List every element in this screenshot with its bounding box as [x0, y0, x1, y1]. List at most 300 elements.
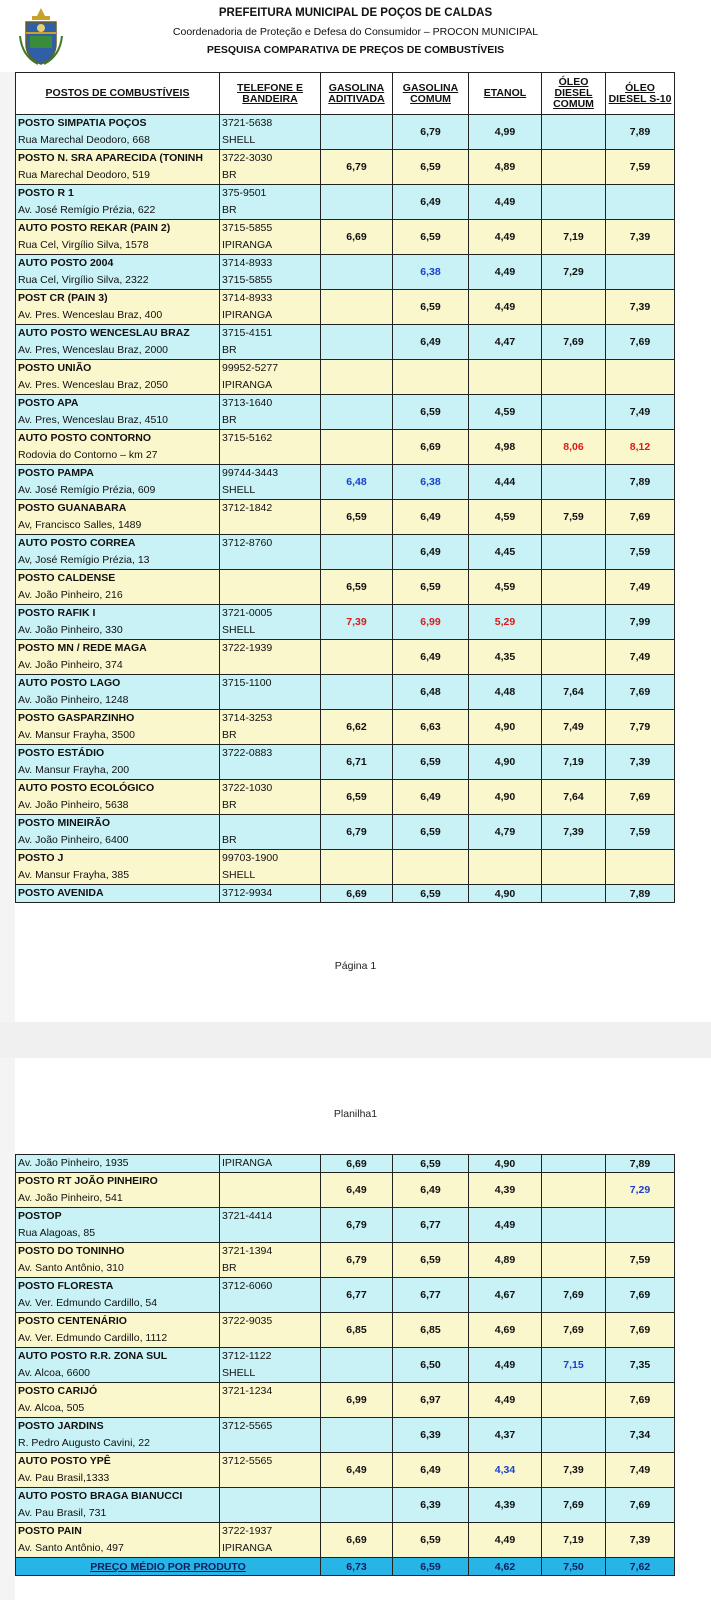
- price-cell-ga: [321, 395, 393, 430]
- price-cell-dc: [542, 885, 606, 903]
- station-name: POSTOP: [16, 1208, 220, 1226]
- average-etanol: 4,62: [469, 1558, 542, 1576]
- station-flag: BR: [220, 1260, 321, 1278]
- table-row: [16, 185, 675, 203]
- station-flag: [220, 1505, 321, 1523]
- price-cell-ga: 6,71: [321, 745, 393, 780]
- price-cell-ga: 6,79: [321, 1208, 393, 1243]
- price-cell-gc: 6,59: [393, 220, 469, 255]
- station-flag: SHELL: [220, 132, 321, 150]
- price-cell-et: 4,49: [469, 185, 542, 220]
- price-cell-gc: 6,59: [393, 570, 469, 605]
- station-flag: 3715-5855: [220, 272, 321, 290]
- price-cell-s10: 7,49: [606, 570, 675, 605]
- station-phone: 3713-1640: [220, 395, 321, 413]
- station-phone: 3712-8760: [220, 535, 321, 553]
- price-cell-dc: 7,69: [542, 1313, 606, 1348]
- price-cell-dc: 7,59: [542, 500, 606, 535]
- station-address: Av. João Pinheiro, 5638: [16, 797, 220, 815]
- table-row: [16, 815, 675, 833]
- station-flag: [220, 657, 321, 675]
- price-cell-et: 4,59: [469, 500, 542, 535]
- station-phone: 99952-5277: [220, 360, 321, 378]
- price-cell-et: [469, 360, 542, 395]
- price-cell-ga: 6,59: [321, 500, 393, 535]
- price-cell-s10: 7,69: [606, 500, 675, 535]
- station-name: POSTO N. SRA APARECIDA (TONINH: [16, 150, 220, 168]
- price-cell-et: 4,59: [469, 570, 542, 605]
- station-address: Av. Santo Antônio, 497: [16, 1540, 220, 1558]
- price-cell-et: 4,39: [469, 1488, 542, 1523]
- station-name: POSTO RAFIK I: [16, 605, 220, 623]
- document-header: [0, 0, 711, 72]
- station-name: POSTO PAMPA: [16, 465, 220, 483]
- station-address: Rua Alagoas, 85: [16, 1225, 220, 1243]
- table-row: [16, 430, 675, 448]
- station-address: Av. Alcoa, 6600: [16, 1365, 220, 1383]
- price-cell-s10: 7,39: [606, 1523, 675, 1558]
- station-flag: IPIRANGA: [220, 377, 321, 395]
- price-cell-et: 4,59: [469, 395, 542, 430]
- table-row: [16, 570, 675, 588]
- price-cell-s10: [606, 360, 675, 395]
- station-flag: [220, 552, 321, 570]
- station-name: POSTO PAIN: [16, 1523, 220, 1541]
- station-flag: BR: [220, 202, 321, 220]
- price-cell-s10: 7,89: [606, 465, 675, 500]
- price-cell-s10: 7,69: [606, 675, 675, 710]
- station-address: Av. Santo Antônio, 310: [16, 1260, 220, 1278]
- station-name: AUTO POSTO R.R. ZONA SUL: [16, 1348, 220, 1366]
- price-cell-ga: 6,79: [321, 815, 393, 850]
- table-row: [16, 500, 675, 518]
- station-phone: 3712-1842: [220, 500, 321, 518]
- station-address: Av. João Pinheiro, 541: [16, 1190, 220, 1208]
- station-name: POSTO SIMPATIA POÇOS: [16, 115, 220, 133]
- price-cell-ga: 6,59: [321, 570, 393, 605]
- price-cell-gc: 6,59: [393, 815, 469, 850]
- price-cell-et: 4,90: [469, 885, 542, 903]
- station-phone: 3722-9035: [220, 1313, 321, 1331]
- table-row: [16, 465, 675, 483]
- station-flag: SHELL: [220, 622, 321, 640]
- price-cell-gc: 6,50: [393, 1348, 469, 1383]
- price-cell-ga: [321, 535, 393, 570]
- price-cell-gc: 6,59: [393, 290, 469, 325]
- station-phone: 99703-1900: [220, 850, 321, 868]
- price-cell-ga: 6,99: [321, 1383, 393, 1418]
- station-phone: [220, 815, 321, 833]
- price-cell-ga: 7,39: [321, 605, 393, 640]
- price-cell-et: 4,90: [469, 1155, 542, 1173]
- table-row: [16, 1243, 675, 1261]
- price-cell-s10: 7,59: [606, 815, 675, 850]
- station-address: Rua Marechal Deodoro, 519: [16, 167, 220, 185]
- table-row: [16, 150, 675, 168]
- station-flag: [220, 587, 321, 605]
- station-phone: 3721-1234: [220, 1383, 321, 1401]
- price-cell-dc: [542, 1418, 606, 1453]
- station-name: POSTO RT JOÃO PINHEIRO: [16, 1173, 220, 1191]
- price-cell-et: 4,79: [469, 815, 542, 850]
- station-name: AUTO POSTO WENCESLAU BRAZ: [16, 325, 220, 343]
- price-cell-ga: 6,49: [321, 1453, 393, 1488]
- station-address: Av. Mansur Frayha, 200: [16, 762, 220, 780]
- price-cell-s10: 7,69: [606, 325, 675, 360]
- price-cell-dc: 7,69: [542, 1278, 606, 1313]
- price-cell-et: 4,90: [469, 710, 542, 745]
- table-row: [16, 1488, 675, 1506]
- station-phone: 3712-6060: [220, 1278, 321, 1296]
- price-cell-gc: [393, 360, 469, 395]
- average-diesel-comum: 7,50: [542, 1558, 606, 1576]
- price-cell-et: 4,49: [469, 1523, 542, 1558]
- station-flag: [220, 902, 321, 903]
- price-cell-dc: [542, 465, 606, 500]
- station-flag: [220, 1330, 321, 1348]
- price-cell-s10: 7,69: [606, 1278, 675, 1313]
- price-cell-gc: 6,85: [393, 1313, 469, 1348]
- price-cell-et: 4,90: [469, 745, 542, 780]
- price-cell-s10: 7,49: [606, 395, 675, 430]
- price-cell-ga: [321, 1348, 393, 1383]
- column-header-telefone: TELEFONE E BANDEIRA: [220, 73, 321, 115]
- price-cell-dc: [542, 185, 606, 220]
- table-row: [16, 1348, 675, 1366]
- station-phone: 3715-4151: [220, 325, 321, 343]
- station-phone: [220, 1488, 321, 1506]
- station-name: POSTO JARDINS: [16, 1418, 220, 1436]
- station-phone: 3722-0883: [220, 745, 321, 763]
- header-subtitle: Coordenadoria de Proteção e Defesa do Consumidor – PROCON MUNICIPAL: [172, 26, 539, 38]
- station-phone: 3714-3253: [220, 710, 321, 728]
- price-cell-dc: [542, 360, 606, 395]
- price-cell-dc: [542, 150, 606, 185]
- price-cell-gc: 6,99: [393, 605, 469, 640]
- station-flag: BR: [220, 167, 321, 185]
- price-cell-gc: 6,49: [393, 185, 469, 220]
- price-cell-dc: 7,19: [542, 220, 606, 255]
- price-cell-s10: 7,89: [606, 115, 675, 150]
- station-address: Av. Ver. Edmundo Cardillo, 1112: [16, 1330, 220, 1348]
- price-cell-gc: 6,69: [393, 430, 469, 465]
- price-cell-ga: [321, 675, 393, 710]
- price-cell-gc: 6,59: [393, 1155, 469, 1173]
- price-cell-ga: [321, 1418, 393, 1453]
- price-cell-gc: 6,49: [393, 1173, 469, 1208]
- price-cell-dc: 7,15: [542, 1348, 606, 1383]
- station-name: POSTO MN / REDE MAGA: [16, 640, 220, 658]
- station-address: Rodovia do Contorno – km 27: [16, 447, 220, 465]
- station-flag: [220, 517, 321, 535]
- station-flag: BR: [220, 797, 321, 815]
- price-cell-dc: [542, 605, 606, 640]
- price-cell-ga: [321, 325, 393, 360]
- price-cell-ga: [321, 255, 393, 290]
- price-cell-ga: 6,69: [321, 1155, 393, 1173]
- table-row: [16, 1453, 675, 1471]
- price-cell-et: 4,45: [469, 535, 542, 570]
- price-cell-dc: [542, 640, 606, 675]
- station-address: Av, José Remígio Prézia, 13: [16, 552, 220, 570]
- price-cell-et: 4,89: [469, 1243, 542, 1278]
- price-cell-et: 5,29: [469, 605, 542, 640]
- station-address: Av. José Remígio Prézia, 622: [16, 202, 220, 220]
- price-cell-s10: 7,99: [606, 605, 675, 640]
- page-separator: [0, 1022, 711, 1058]
- station-phone: 3722-1030: [220, 780, 321, 798]
- price-cell-gc: 6,59: [393, 395, 469, 430]
- price-cell-s10: 7,89: [606, 885, 675, 903]
- price-cell-gc: 6,97: [393, 1383, 469, 1418]
- station-address: Av. João Pinheiro, 1248: [16, 692, 220, 710]
- station-flag: SHELL: [220, 1365, 321, 1383]
- price-cell-ga: [321, 360, 393, 395]
- page-number-label: Página 1: [334, 960, 377, 972]
- price-cell-et: 4,34: [469, 1453, 542, 1488]
- price-cell-dc: 7,19: [542, 745, 606, 780]
- station-flag: [220, 1190, 321, 1208]
- column-header-diesel-comum: ÓLEO DIESEL COMUM: [542, 73, 606, 115]
- station-flag: BR: [220, 727, 321, 745]
- table-row: [16, 605, 675, 623]
- price-cell-et: 4,49: [469, 290, 542, 325]
- station-name: POSTO UNIÃO: [16, 360, 220, 378]
- price-cell-ga: [321, 115, 393, 150]
- price-cell-dc: 7,39: [542, 815, 606, 850]
- column-header-gasolina-comum: GASOLINA COMUM: [393, 73, 469, 115]
- station-phone: 3722-1939: [220, 640, 321, 658]
- price-cell-gc: 6,59: [393, 885, 469, 903]
- station-flag: [220, 447, 321, 465]
- station-name: POSTO CENTENÁRIO: [16, 1313, 220, 1331]
- station-flag: IPIRANGA: [220, 1540, 321, 1558]
- price-cell-ga: 6,69: [321, 1523, 393, 1558]
- station-phone: 3712-5565: [220, 1418, 321, 1436]
- price-cell-s10: 7,29: [606, 1173, 675, 1208]
- price-cell-et: 4,49: [469, 1383, 542, 1418]
- price-cell-et: 4,49: [469, 1348, 542, 1383]
- price-cell-s10: 7,79: [606, 710, 675, 745]
- station-address: Av. João Pinheiro, 1935: [16, 1155, 220, 1173]
- price-cell-et: 4,49: [469, 1208, 542, 1243]
- price-cell-et: 4,99: [469, 115, 542, 150]
- station-phone: 3712-9934: [220, 885, 321, 903]
- price-cell-gc: 6,59: [393, 150, 469, 185]
- table-row: [16, 255, 675, 273]
- table-row: [16, 290, 675, 308]
- station-name: POSTO DO TONINHO: [16, 1243, 220, 1261]
- price-cell-s10: 7,59: [606, 150, 675, 185]
- price-cell-et: 4,37: [469, 1418, 542, 1453]
- price-cell-s10: 7,69: [606, 1383, 675, 1418]
- price-cell-gc: 6,49: [393, 535, 469, 570]
- station-address: Rua Cel, Virgílio Silva, 1578: [16, 237, 220, 255]
- average-gasolina-aditivada: 6,73: [321, 1558, 393, 1576]
- station-flag: IPIRANGA: [220, 307, 321, 325]
- station-name: AUTO POSTO YPÊ: [16, 1453, 220, 1471]
- price-cell-dc: [542, 570, 606, 605]
- price-cell-s10: 7,39: [606, 745, 675, 780]
- station-name: POSTO FLORESTA: [16, 1278, 220, 1296]
- table-row: [16, 1313, 675, 1331]
- station-flag: IPIRANGA: [220, 237, 321, 255]
- price-cell-gc: 6,59: [393, 1243, 469, 1278]
- sheet-name-label: Planilha1: [333, 1108, 378, 1120]
- page1-table-clip: [15, 72, 711, 926]
- price-cell-ga: 6,77: [321, 1278, 393, 1313]
- station-name: AUTO POSTO REKAR (PAIN 2): [16, 220, 220, 238]
- price-cell-ga: 6,59: [321, 780, 393, 815]
- price-cell-et: 4,90: [469, 780, 542, 815]
- fuel-price-table-page1: [15, 72, 675, 903]
- station-address: Av. José Remígio Prézia, 609: [16, 482, 220, 500]
- station-flag: SHELL: [220, 867, 321, 885]
- station-flag: SHELL: [220, 482, 321, 500]
- average-gasolina-comum: 6,59: [393, 1558, 469, 1576]
- price-cell-s10: 7,59: [606, 535, 675, 570]
- price-cell-dc: [542, 1173, 606, 1208]
- station-name: AUTO POSTO BRAGA BIANUCCI: [16, 1488, 220, 1506]
- station-address: Av. João Pinheiro, 374: [16, 657, 220, 675]
- table-row: [16, 395, 675, 413]
- price-cell-et: 4,69: [469, 1313, 542, 1348]
- station-address: Av. Pres, Wenceslau Braz, 4510: [16, 412, 220, 430]
- station-name: POSTO CALDENSE: [16, 570, 220, 588]
- station-phone: 3721-1394: [220, 1243, 321, 1261]
- price-cell-s10: 7,69: [606, 1313, 675, 1348]
- price-cell-ga: 6,79: [321, 150, 393, 185]
- price-cell-gc: [393, 850, 469, 885]
- station-address: Av. Mansur Frayha, 385: [16, 867, 220, 885]
- price-cell-ga: [321, 850, 393, 885]
- price-cell-gc: 6,59: [393, 1523, 469, 1558]
- station-flag: IPIRANGA: [220, 1155, 321, 1173]
- station-name: POSTO GASPARZINHO: [16, 710, 220, 728]
- station-phone: 3721-5638: [220, 115, 321, 133]
- price-cell-s10: 7,69: [606, 780, 675, 815]
- station-flag: [220, 1225, 321, 1243]
- price-cell-dc: 8,06: [542, 430, 606, 465]
- station-address: Av. Pres. Wenceslau Braz, 400: [16, 307, 220, 325]
- price-cell-ga: [321, 430, 393, 465]
- price-cell-ga: 6,49: [321, 1173, 393, 1208]
- price-cell-ga: 6,69: [321, 885, 393, 903]
- table-row: [16, 115, 675, 133]
- price-cell-gc: 6,63: [393, 710, 469, 745]
- price-cell-gc: 6,59: [393, 745, 469, 780]
- price-cell-et: 4,47: [469, 325, 542, 360]
- station-phone: 3721-4414: [220, 1208, 321, 1226]
- station-name: AUTO POSTO CONTORNO: [16, 430, 220, 448]
- page2-table-clip: [15, 1157, 711, 1600]
- price-cell-s10: [606, 850, 675, 885]
- station-name: POSTO GUANABARA: [16, 500, 220, 518]
- price-cell-s10: 7,49: [606, 640, 675, 675]
- price-cell-dc: [542, 850, 606, 885]
- station-address: [16, 902, 220, 903]
- price-cell-et: 4,48: [469, 675, 542, 710]
- price-cell-ga: [321, 185, 393, 220]
- table-row: [16, 1208, 675, 1226]
- price-cell-ga: 6,48: [321, 465, 393, 500]
- price-cell-s10: 7,34: [606, 1418, 675, 1453]
- station-name: POST CR (PAIN 3): [16, 290, 220, 308]
- station-address: Av. Pres, Wenceslau Braz, 2000: [16, 342, 220, 360]
- header-title: PREFEITURA MUNICIPAL DE POÇOS DE CALDAS: [218, 7, 493, 19]
- fuel-price-table-page2: [15, 1154, 675, 1576]
- column-header-gasolina-aditivada: GASOLINA ADITIVADA: [321, 73, 393, 115]
- price-cell-gc: 6,79: [393, 115, 469, 150]
- table-row: [16, 675, 675, 693]
- table-row: [16, 220, 675, 238]
- table-row: [16, 1383, 675, 1401]
- price-cell-dc: 7,19: [542, 1523, 606, 1558]
- station-address: Av. Pau Brasil,1333: [16, 1470, 220, 1488]
- station-name: POSTO APA: [16, 395, 220, 413]
- station-name: POSTO R 1: [16, 185, 220, 203]
- station-address: Av. Alcoa, 505: [16, 1400, 220, 1418]
- station-address: Av. João Pinheiro, 216: [16, 587, 220, 605]
- price-cell-ga: [321, 290, 393, 325]
- price-cell-dc: 7,69: [542, 325, 606, 360]
- station-name: POSTO CARIJÓ: [16, 1383, 220, 1401]
- table-row: [16, 885, 675, 903]
- station-address: Rua Cel, Virgílio Silva, 2322: [16, 272, 220, 290]
- station-address: Av. Ver. Edmundo Cardillo, 54: [16, 1295, 220, 1313]
- price-cell-dc: 7,49: [542, 710, 606, 745]
- price-cell-s10: 7,39: [606, 290, 675, 325]
- price-cell-s10: 7,69: [606, 1488, 675, 1523]
- station-address: Av, Francisco Salles, 1489: [16, 517, 220, 535]
- table-row: [16, 1418, 675, 1436]
- station-phone: 3715-1100: [220, 675, 321, 693]
- price-cell-gc: 6,39: [393, 1418, 469, 1453]
- header-survey-title: PESQUISA COMPARATIVA DE PREÇOS DE COMBUSTÍVEIS: [206, 44, 505, 56]
- price-cell-s10: [606, 1208, 675, 1243]
- price-cell-et: 4,35: [469, 640, 542, 675]
- price-cell-dc: [542, 395, 606, 430]
- column-header-diesel-s10: ÓLEO DIESEL S-10: [606, 73, 675, 115]
- average-price-row: [16, 1558, 675, 1576]
- table-row: [16, 640, 675, 658]
- station-flag: BR: [220, 412, 321, 430]
- station-phone: 3714-8933: [220, 290, 321, 308]
- table-row: [16, 325, 675, 343]
- station-address: R. Pedro Augusto Cavini, 22: [16, 1435, 220, 1453]
- price-cell-dc: 7,39: [542, 1453, 606, 1488]
- table-body-page2: [16, 1155, 675, 1558]
- price-cell-gc: 6,38: [393, 465, 469, 500]
- station-phone: 3721-0005: [220, 605, 321, 623]
- station-phone: 3715-5855: [220, 220, 321, 238]
- column-header-etanol: ETANOL: [469, 73, 542, 115]
- table-row: [16, 780, 675, 798]
- price-cell-s10: 7,39: [606, 220, 675, 255]
- station-name: POSTO AVENIDA: [16, 885, 220, 903]
- station-name: POSTO ESTÁDIO: [16, 745, 220, 763]
- price-cell-dc: [542, 115, 606, 150]
- price-cell-gc: 6,38: [393, 255, 469, 290]
- station-flag: [220, 1400, 321, 1418]
- station-name: AUTO POSTO CORREA: [16, 535, 220, 553]
- left-edge-strip: [0, 0, 15, 1600]
- price-cell-ga: 6,79: [321, 1243, 393, 1278]
- station-address: Av. João Pinheiro, 6400: [16, 832, 220, 850]
- price-cell-dc: [542, 1383, 606, 1418]
- price-cell-gc: 6,48: [393, 675, 469, 710]
- price-cell-s10: 7,59: [606, 1243, 675, 1278]
